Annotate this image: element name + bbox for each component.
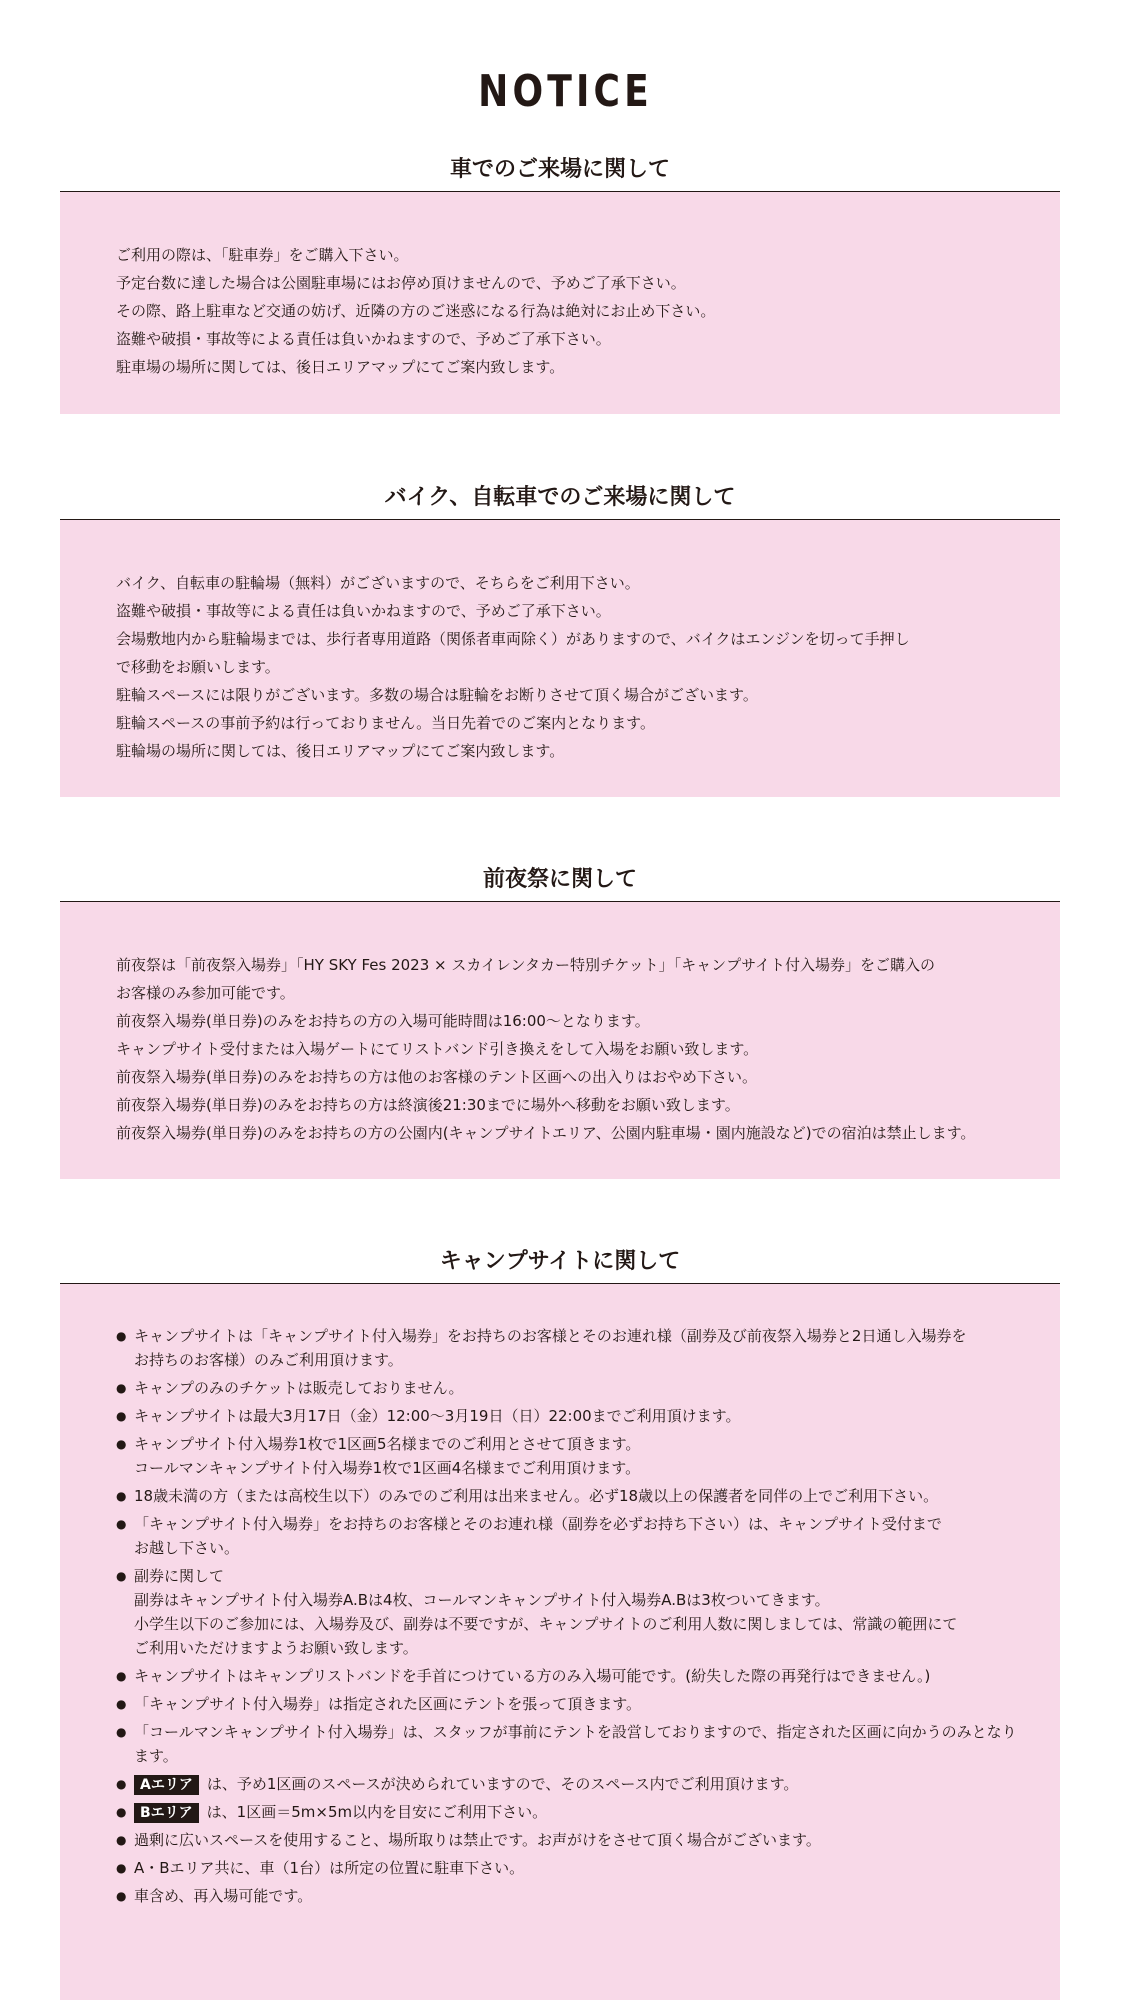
list-item: ● 過剰に広いスペースを使用すること、場所取りは禁止です。お声がけをさせて頂く場合がございます。 [116, 1828, 1020, 1852]
list-item: ● キャンプサイトはキャンプリストバンドを手首につけている方のみ入場可能です。(紛失した際の再発行はできません。) [116, 1664, 1020, 1688]
list-item-area-a [116, 1772, 1020, 1796]
text-line: キャンプサイト受付または入場ゲートにてリストバンド引き換えをして入場をお願い致します。 [116, 1040, 759, 1058]
text-line: 駐輪スペースの事前予約は行っておりません。当日先着でのご案内となります。 [116, 714, 655, 732]
list-item: ● 「キャンプサイト付入場券」は指定された区画にテントを張って頂きます。 [116, 1692, 1020, 1716]
text-line: 盗難や破損・事故等による責任は負いかねますので、予めご了承下さい。 [116, 330, 611, 348]
camp-rules-list [116, 1324, 1020, 1908]
list-item: ● キャンプサイトは最大3月17日（金）12:00〜3月19日（日）22:00までご利用頂けます。 [116, 1404, 1020, 1428]
list-item: ● キャンプサイトは「キャンプサイト付入場券」をお持ちのお客様とそのお連れ様（副券及び前夜祭入場券と2日通し入場券を お持ちのお客様）のみご利用頂けます。 [116, 1324, 1020, 1372]
section-body-eve-festival [60, 902, 1060, 1179]
text-line: 会場敷地内から駐輪場までは、歩行者専用道路（関係者車両除く）がありますので、バイクはエンジンを切って手押し [116, 630, 910, 648]
section-bike [60, 483, 1060, 797]
section-car [60, 155, 1060, 414]
text-line: 盗難や破損・事故等による責任は負いかねますので、予めご了承下さい。 [116, 602, 611, 620]
section-eve-festival [60, 865, 1060, 1179]
area-b-badge: Bエリア [134, 1803, 199, 1823]
text-line: 前夜祭入場券(単日券)のみをお持ちの方の公園内(キャンプサイトエリア、公園内駐車場・園内施設など)での宿泊は禁止します。 [116, 1124, 976, 1142]
area-a-text: は、予め1区画のスペースが決められていますので、そのスペース内でご利用頂けます。 [206, 1775, 799, 1793]
section-body-bike [60, 520, 1060, 797]
text-line: 駐輪場の場所に関しては、後日エリアマップにてご案内致します。 [116, 742, 565, 760]
section-heading-car: 車でのご来場に関して [60, 155, 1060, 192]
list-item: ● 「キャンプサイト付入場券」をお持ちのお客様とそのお連れ様（副券を必ずお持ち下さい）は、キャンプサイト受付まで お越し下さい。 [116, 1512, 1020, 1560]
list-item-area-b [116, 1800, 1020, 1824]
section-body-car [60, 192, 1060, 414]
list-item: ● 副券に関して 副券はキャンプサイト付入場券A.Bは4枚、コールマンキャンプサイト付入場券A.Bは3枚ついてきます。 小学生以下のご参加には、入場券及び、副券は不要ですが、キャンプサイトのご利用人数に関しましては、常識の範囲にて ご利用いただけますようお願い致します。 [116, 1564, 1020, 1660]
text-line: その際、路上駐車など交通の妨げ、近隣の方のご迷惑になる行為は絶対にお止め下さい。 [116, 302, 716, 320]
section-heading-eve-festival: 前夜祭に関して [60, 865, 1060, 902]
list-item: ● キャンプサイト付入場券1枚で1区画5名様までのご利用とさせて頂きます。 コールマンキャンプサイト付入場券1枚で1区画4名様までご利用頂けます。 [116, 1432, 1020, 1480]
text-line: 前夜祭は「前夜祭入場券」「HY SKY Fes 2023 × スカイレンタカー特別チケット」「キャンプサイト付入場券」をご購入の [116, 956, 936, 974]
list-item: ● 18歳未満の方（または高校生以下）のみでのご利用は出来ません。必ず18歳以上の保護者を同伴の上でご利用下さい。 [116, 1484, 1020, 1508]
text-line: お客様のみ参加可能です。 [116, 984, 295, 1002]
section-body-camp-site [60, 1284, 1060, 2000]
text-line: 駐車場の場所に関しては、後日エリアマップにてご案内致します。 [116, 358, 565, 376]
area-a-badge: Aエリア [134, 1775, 199, 1795]
list-item: ● A・Bエリア共に、車（1台）は所定の位置に駐車下さい。 [116, 1856, 1020, 1880]
text-line: 前夜祭入場券(単日券)のみをお持ちの方は終演後21:30までに場外へ移動をお願い致します。 [116, 1096, 740, 1114]
section-heading-bike: バイク、自転車でのご来場に関して [60, 483, 1060, 520]
area-b-text: は、1区画＝5m×5m以内を目安にご利用下さい。 [206, 1803, 548, 1821]
list-item: ● 車含め、再入場可能です。 [116, 1884, 1020, 1908]
section-camp-site [60, 1247, 1060, 2000]
text-line: 前夜祭入場券(単日券)のみをお持ちの方の入場可能時間は16:00〜となります。 [116, 1012, 650, 1030]
text-line: 前夜祭入場券(単日券)のみをお持ちの方は他のお客様のテント区画への出入りはおやめ下さい。 [116, 1068, 757, 1086]
section-heading-camp-site: キャンプサイトに関して [60, 1247, 1060, 1284]
page-title: NOTICE [478, 66, 653, 117]
text-line: ご利用の際は、「駐車券」をご購入下さい。 [116, 246, 409, 264]
text-line: バイク、自転車の駐輪場（無料）がございますので、そちらをご利用下さい。 [116, 574, 640, 592]
list-item: ● 「コールマンキャンプサイト付入場券」は、スタッフが事前にテントを設営しておりますので、指定された区画に向かうのみとなります。 [116, 1720, 1020, 1768]
text-line: 駐輪スペースには限りがございます。多数の場合は駐輪をお断りさせて頂く場合がございます。 [116, 686, 758, 704]
text-line: 予定台数に達した場合は公園駐車場にはお停め頂けませんので、予めご了承下さい。 [116, 274, 686, 292]
list-item: ● キャンプのみのチケットは販売しておりません。 [116, 1376, 1020, 1400]
text-line: で移動をお願いします。 [116, 658, 280, 676]
